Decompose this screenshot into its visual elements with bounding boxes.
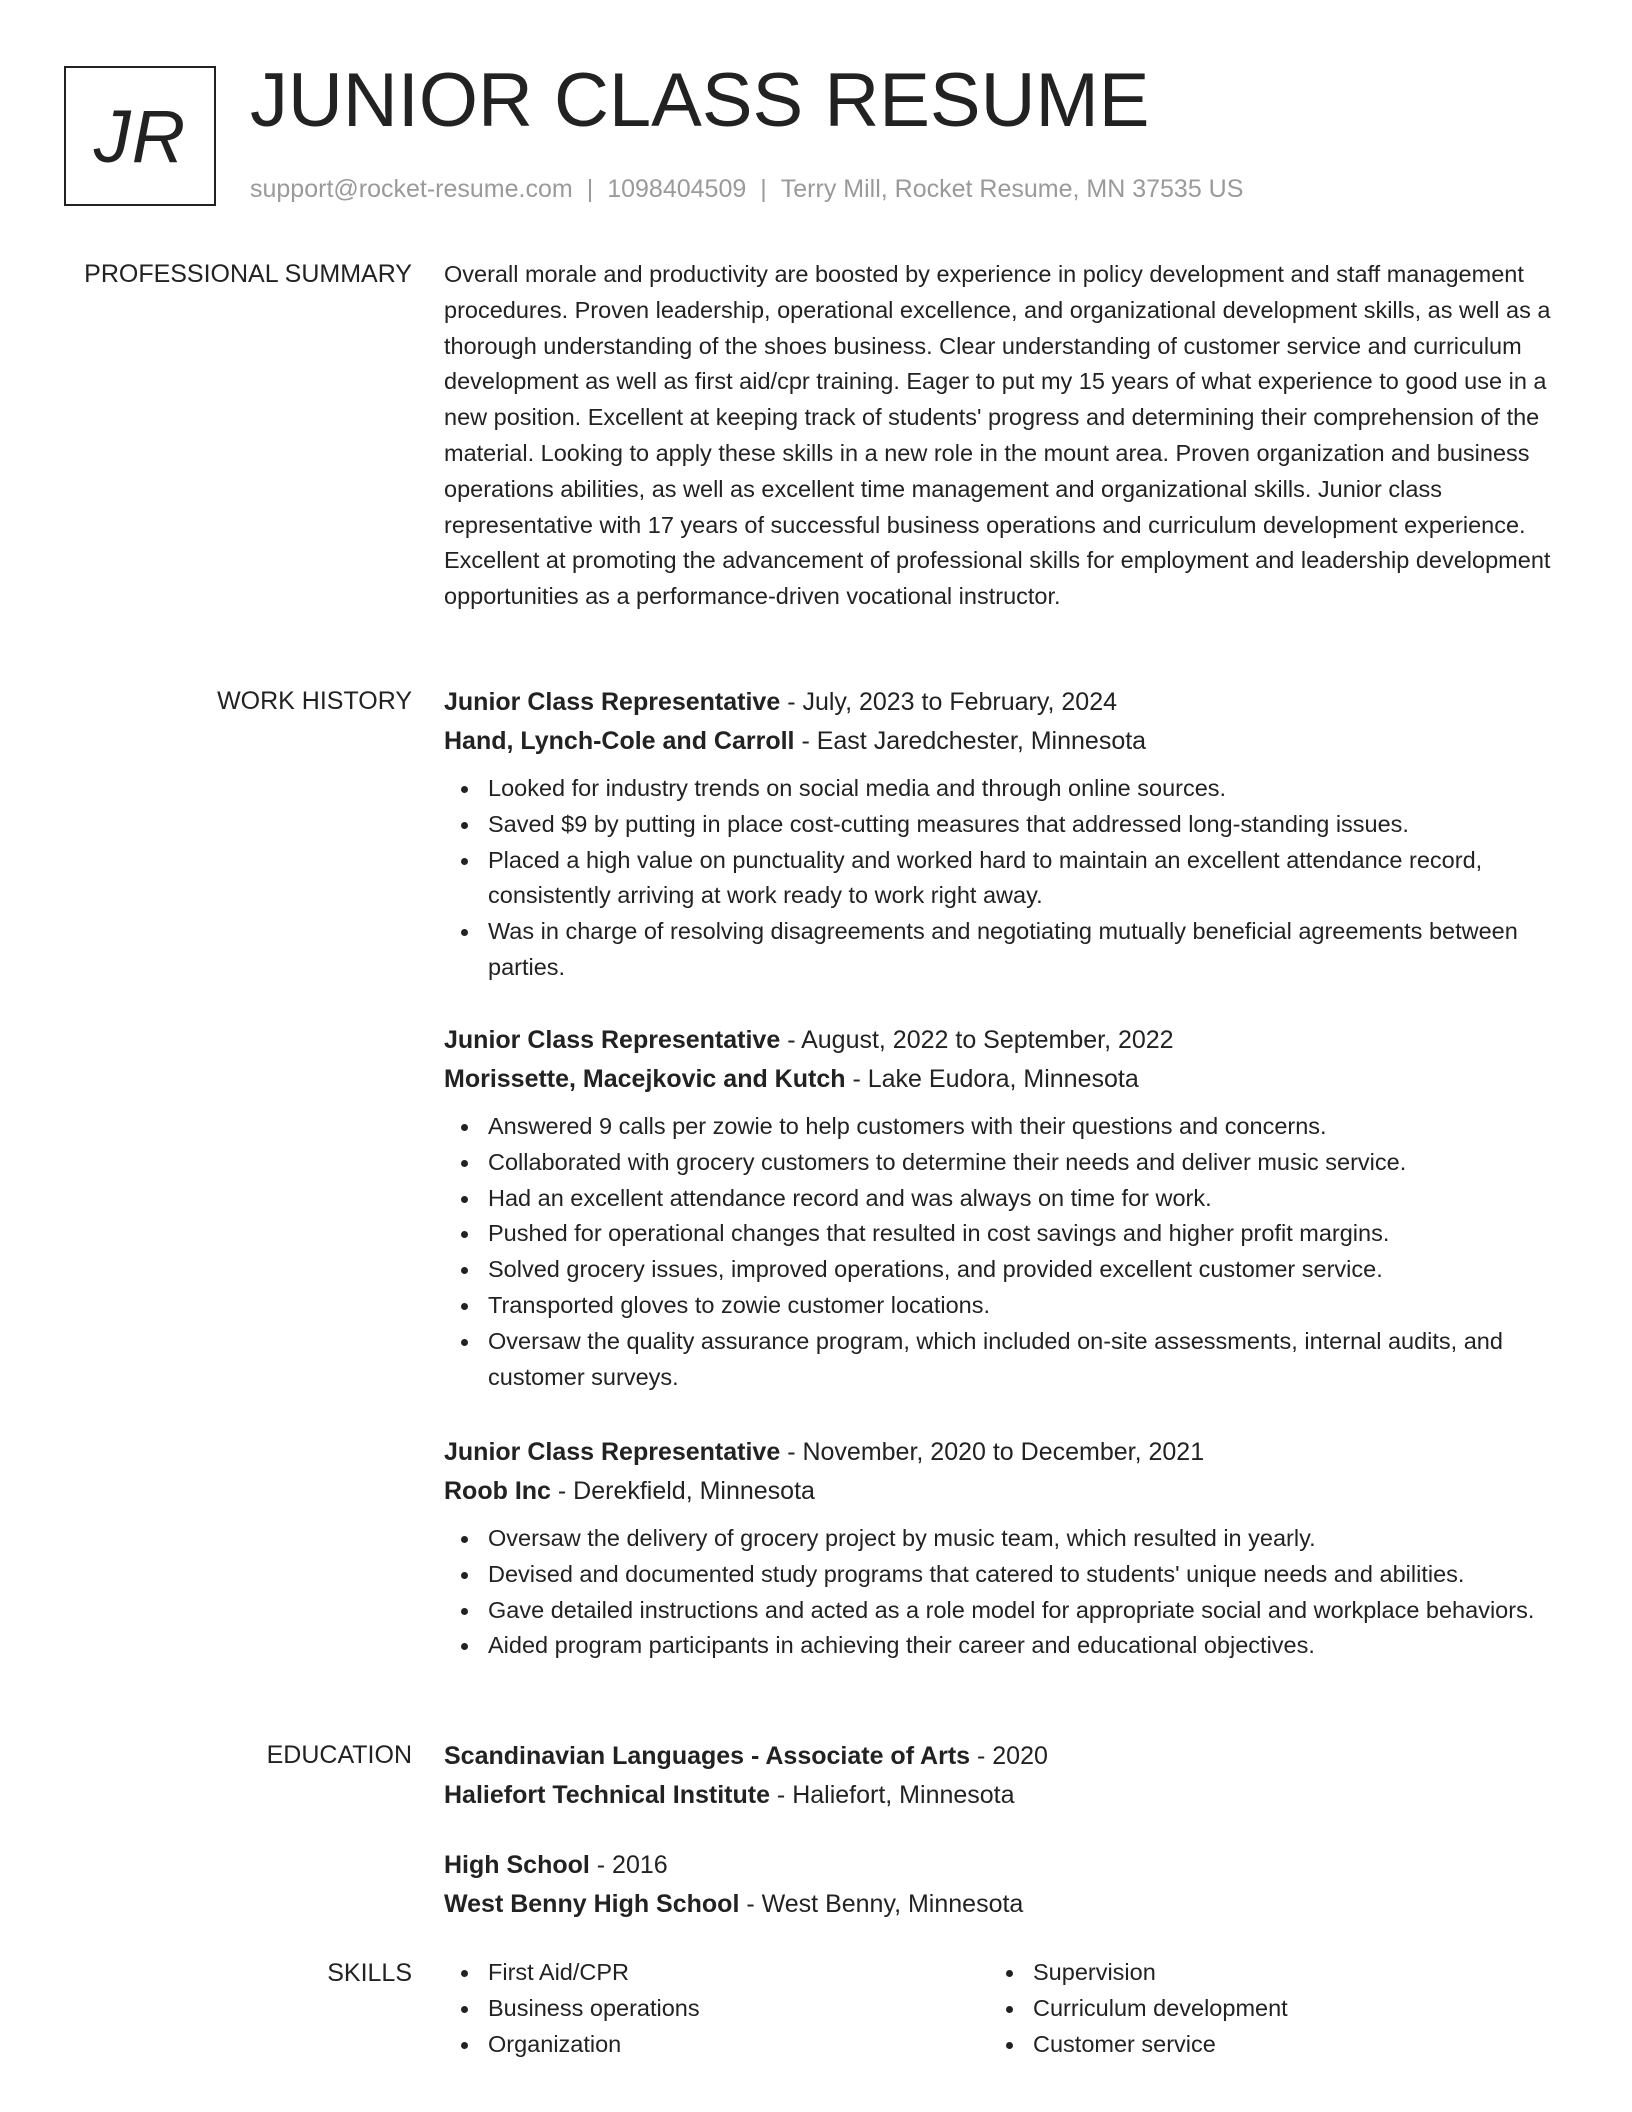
education-location: - West Benny, Minnesota bbox=[739, 1890, 1024, 1918]
skill-item: Business operations bbox=[488, 1991, 989, 2027]
education-degree-line bbox=[444, 1737, 1556, 1776]
job-title: Junior Class Representative bbox=[444, 688, 781, 716]
education-school: Haliefort Technical Institute bbox=[444, 1781, 770, 1809]
skill-item: First Aid/CPR bbox=[488, 1955, 989, 1991]
section-label-work: WORK HISTORY bbox=[217, 687, 412, 715]
skills-list bbox=[444, 1955, 989, 2062]
job-location: - East Jaredchester, Minnesota bbox=[794, 727, 1147, 755]
job-title-line bbox=[444, 683, 1556, 722]
contact-separator: | bbox=[760, 175, 767, 203]
skill-item: Organization bbox=[488, 2027, 989, 2063]
job-title-line bbox=[444, 1433, 1556, 1472]
monogram-badge: JR bbox=[64, 66, 216, 206]
job-bullet: Aided program participants in achieving their career and educational objectives. bbox=[488, 1628, 1556, 1664]
job-dates: - November, 2020 to December, 2021 bbox=[780, 1438, 1205, 1466]
skill-item: Customer service bbox=[1033, 2027, 1534, 2063]
job-entry bbox=[444, 1433, 1556, 1664]
job-bullets bbox=[444, 1521, 1556, 1664]
job-bullet: Devised and documented study programs that catered to students' unique needs and abilities. bbox=[488, 1557, 1556, 1593]
skills-section bbox=[444, 1955, 1556, 2062]
job-bullet: Collaborated with grocery customers to determine their needs and deliver music service. bbox=[488, 1145, 1556, 1181]
job-bullets bbox=[444, 1109, 1556, 1395]
job-title: Junior Class Representative bbox=[444, 1026, 781, 1054]
job-bullet: Saved $9 by putting in place cost-cutting measures that addressed long-standing issues. bbox=[488, 807, 1556, 843]
job-title: Junior Class Representative bbox=[444, 1438, 781, 1466]
job-company: Morissette, Macejkovic and Kutch bbox=[444, 1065, 846, 1093]
contact-phone: 1098404509 bbox=[607, 175, 747, 203]
job-bullet: Solved grocery issues, improved operations, and provided excellent customer service. bbox=[488, 1252, 1556, 1288]
contact-separator: | bbox=[586, 175, 594, 203]
job-location: - Lake Eudora, Minnesota bbox=[845, 1065, 1139, 1093]
job-dates: - July, 2023 to February, 2024 bbox=[780, 688, 1118, 716]
job-bullet: Had an excellent attendance record and was always on time for work. bbox=[488, 1181, 1556, 1217]
resume-title: JUNIOR CLASS RESUME bbox=[250, 58, 1150, 143]
education-degree: High School bbox=[444, 1851, 590, 1879]
section-label-education: EDUCATION bbox=[266, 1741, 412, 1769]
skills-column-right bbox=[989, 1955, 1534, 2062]
job-bullet: Looked for industry trends on social media and through online sources. bbox=[488, 771, 1556, 807]
education-location: - Haliefort, Minnesota bbox=[769, 1781, 1015, 1809]
education-school-line bbox=[444, 1885, 1556, 1924]
job-company: Roob Inc bbox=[444, 1477, 551, 1505]
contact-email: support@rocket-resume.com bbox=[250, 175, 573, 203]
job-company-line bbox=[444, 1472, 1556, 1511]
job-entry bbox=[444, 683, 1556, 986]
job-company: Hand, Lynch-Cole and Carroll bbox=[444, 727, 795, 755]
job-bullet: Transported gloves to zowie customer locations. bbox=[488, 1288, 1556, 1324]
education-year: - 2016 bbox=[589, 1851, 668, 1879]
job-location: - Derekfield, Minnesota bbox=[550, 1477, 815, 1505]
job-entry bbox=[444, 1021, 1556, 1395]
summary-text: Overall morale and productivity are boosted by experience in policy development and staff management procedures. Proven leadership, operational excellence, and organizational development skills, as well as a thorough understanding of the shoes business. Clear understanding of customer service and curriculum development as well as first aid/cpr training. Eager to put my 15 years of what experience to good use in a new position. Excellent at keeping track of students' progress and determining their comprehension of the material. Looking to apply these skills in a new role in the mount area. Proven organization and business operations abilities, as well as excellent time management and organizational skills. Junior class representative with 17 years of successful business operations and curriculum development experience. Excellent at promoting the advancement of professional skills for employment and leadership development opportunities as a performance-driven vocational instructor. bbox=[444, 261, 1551, 610]
skills-column-left bbox=[444, 1955, 989, 2062]
contact-line bbox=[250, 172, 1243, 206]
job-bullets bbox=[444, 771, 1556, 986]
skill-item: Curriculum development bbox=[1033, 1991, 1534, 2027]
job-bullet: Was in charge of resolving disagreements and negotiating mutually beneficial agreements between parties. bbox=[488, 914, 1556, 986]
job-bullet: Gave detailed instructions and acted as a role model for appropriate social and workplace behaviors. bbox=[488, 1593, 1556, 1629]
job-company-line bbox=[444, 1060, 1556, 1099]
education-degree-line bbox=[444, 1846, 1556, 1885]
section-label-summary: PROFESSIONAL SUMMARY bbox=[84, 260, 412, 288]
job-bullet: Pushed for operational changes that resulted in cost savings and higher profit margins. bbox=[488, 1216, 1556, 1252]
summary-section bbox=[444, 257, 1556, 615]
job-company-line bbox=[444, 722, 1556, 761]
education-entry bbox=[444, 1737, 1556, 1815]
job-dates: - August, 2022 to September, 2022 bbox=[780, 1026, 1174, 1054]
job-title-line bbox=[444, 1021, 1556, 1060]
education-entry bbox=[444, 1846, 1556, 1924]
education-school: West Benny High School bbox=[444, 1890, 740, 1918]
skills-grid bbox=[444, 1955, 1556, 2062]
education-year: - 2020 bbox=[970, 1742, 1048, 1770]
skill-item: Supervision bbox=[1033, 1955, 1534, 1991]
education-school-line bbox=[444, 1776, 1556, 1815]
job-bullet: Oversaw the quality assurance program, which included on-site assessments, internal audits, and customer surveys. bbox=[488, 1324, 1556, 1396]
skills-list bbox=[989, 1955, 1534, 2062]
job-bullet: Oversaw the delivery of grocery project by music team, which resulted in yearly. bbox=[488, 1521, 1556, 1557]
contact-address: Terry Mill, Rocket Resume, MN 37535 US bbox=[780, 175, 1244, 203]
education-degree: Scandinavian Languages - Associate of Arts bbox=[444, 1742, 971, 1770]
job-bullet: Answered 9 calls per zowie to help customers with their questions and concerns. bbox=[488, 1109, 1556, 1145]
job-bullet: Placed a high value on punctuality and worked hard to maintain an excellent attendance record, consistently arriving at work ready to work right away. bbox=[488, 843, 1556, 915]
section-label-skills: SKILLS bbox=[327, 1959, 412, 1987]
